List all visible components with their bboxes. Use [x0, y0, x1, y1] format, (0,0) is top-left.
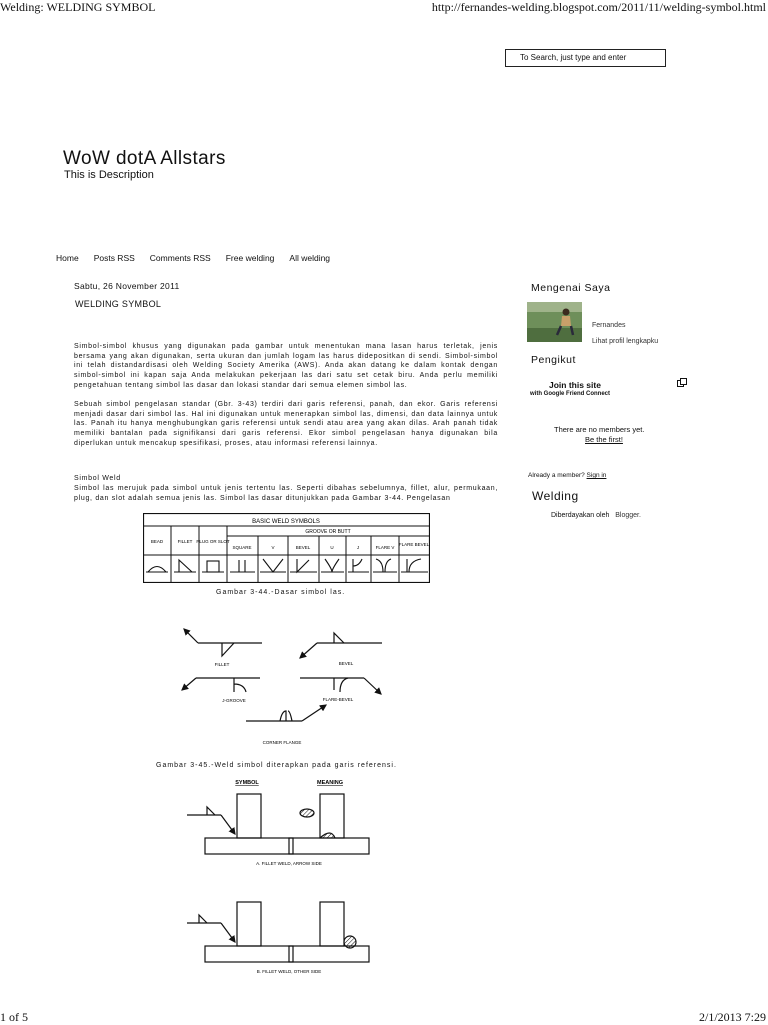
col-j: J	[356, 545, 360, 550]
col-u: U	[330, 545, 334, 550]
col-bead: BEAD	[150, 539, 164, 544]
fillet-weld-meaning-figure	[185, 776, 370, 980]
header-meaning: MEANING	[317, 780, 343, 786]
label-bevel: BEVEL	[338, 661, 354, 666]
join-site-button[interactable]: Join this site	[549, 380, 601, 390]
powered-by-text	[551, 512, 641, 519]
col-flare-v: FLARE V	[375, 545, 395, 550]
followers-heading: Pengikut	[531, 354, 576, 366]
post-paragraph-reference: Sebuah simbol pengelasan standar (Gbr. 3-43) terdiri dari garis referensi, panah, dan ekor. Garis referensi menjadi dasar dari simbol las. Hal ini digunakan untuk menerapkan simbol las, dimensi, dan data lainnya untuk las. Panah itu hanya menghubungkan garis referensi untuk sendi atau area yang akan dilas. Arah panah tidak memiliki bantalan pada signifikansi dari garis referensi. Ekor simbol pengelasan hanya digunakan bila diperlukan untuk mencakup spesifikasi, proses, atau informasi referensi lainnya.	[74, 401, 498, 447]
post-paragraph-intro: Simbol-simbol khusus yang digunakan pada gambar untuk menentukan mana lasan harus terletak, jenis bersama yang akan digunakan, serta ukuran dan jumlah logam las harus didepositkan di sendi. Simbol-simbol ini telah distandardisasi oleh Welding Society Amerika (AWS). Anda akan datang ke dalam kontak dengan simbol-simbol ini kapan saja Anda melakukan pekerjaan las dari satu set cetak biru. Anda perlu memiliki pengetahuan tentang simbol las dasar dan lokasi standar dari semua elemen simbol las.	[74, 343, 498, 389]
welding-heading: Welding	[532, 489, 579, 503]
no-members-text: There are no members yet.	[554, 425, 645, 434]
caption-fillet-other-side: B. FILLET WELD, OTHER SIDE	[256, 969, 322, 974]
weld-symbol-reference-figure	[176, 620, 398, 750]
blog-description: This is Description	[64, 169, 154, 181]
post-date: Sabtu, 26 November 2011	[74, 281, 180, 291]
col-bevel: BEVEL	[295, 545, 311, 550]
nav-comments-rss[interactable]: Comments RSS	[149, 253, 211, 263]
already-member-prompt	[528, 472, 606, 479]
blogger-link[interactable]: Blogger.	[615, 512, 641, 519]
col-square: SQUARE	[232, 545, 252, 550]
blog-title[interactable]: WoW dotA Allstars	[63, 148, 226, 169]
nav-free-welding[interactable]: Free welding	[225, 253, 275, 263]
search-input[interactable]: To Search, just type and enter	[505, 49, 666, 67]
col-plug-or-slot: PLUG OR SLOT	[196, 539, 230, 544]
top-nav	[56, 253, 330, 263]
figure-caption-3-45: Gambar 3-45.-Weld simbol diterapkan pada garis referensi.	[156, 762, 397, 769]
figure-caption-3-44: Gambar 3-44.-Dasar simbol las.	[216, 589, 346, 596]
col-fillet: FILLET	[177, 539, 193, 544]
label-corner-flange: CORNER FLANGE	[262, 740, 302, 745]
print-page-url: http://fernandes-welding.blogspot.com/2011/11/welding-symbol.html	[431, 0, 766, 14]
label-fillet: FILLET	[214, 662, 230, 667]
print-datetime: 2/1/2013 7:29	[698, 1010, 766, 1024]
label-flare-bevel: FLARE-BEVEL	[322, 697, 354, 702]
post-paragraph-weld-symbol: Simbol las merujuk pada simbol untuk jenis tertentu las. Seperti dibahas sebelumnya, fillet, alur, permukaan, plug, dan slot adalah semua jenis las. Simbol las dasar ditunjukkan pada Gambar 3-44. Pengelasan	[74, 485, 498, 502]
header-symbol: SYMBOL	[235, 780, 259, 786]
author-name-link[interactable]: Fernandes	[592, 322, 626, 329]
author-avatar[interactable]	[527, 302, 582, 342]
gfc-widget-icon[interactable]	[677, 378, 687, 387]
basic-weld-symbols-figure	[143, 513, 430, 583]
caption-fillet-arrow-side: A. FILLET WELD, ARROW SIDE	[256, 861, 322, 866]
label-j-groove: J-GROOVE	[222, 698, 246, 703]
nav-home[interactable]: Home	[56, 253, 79, 263]
post-title[interactable]: WELDING SYMBOL	[75, 299, 162, 309]
nav-posts-rss[interactable]: Posts RSS	[93, 253, 135, 263]
print-page-number: 1 of 5	[0, 1010, 28, 1024]
already-member-text: Already a member?	[528, 472, 585, 479]
about-me-heading: Mengenai Saya	[531, 282, 611, 294]
print-page-title: Welding: WELDING SYMBOL	[0, 0, 156, 14]
post-subheading: Simbol Weld	[74, 475, 121, 482]
sign-in-link[interactable]: Sign in	[586, 472, 607, 479]
be-the-first-link[interactable]: Be the first!	[585, 435, 623, 444]
basic-weld-symbols-title: BASIC WELD SYMBOLS	[252, 519, 320, 525]
nav-all-welding[interactable]: All welding	[289, 253, 331, 263]
powered-by-label: Diberdayakan oleh	[551, 512, 610, 519]
google-friend-connect-label: with Google Friend Connect	[530, 391, 610, 397]
view-profile-link[interactable]: Lihat profil lengkapku	[592, 338, 659, 345]
col-v: V	[271, 545, 275, 550]
col-flare-bevel: FLARE BEVEL	[398, 542, 430, 547]
groove-or-butt-label: GROOVE OR BUTT	[305, 529, 351, 535]
